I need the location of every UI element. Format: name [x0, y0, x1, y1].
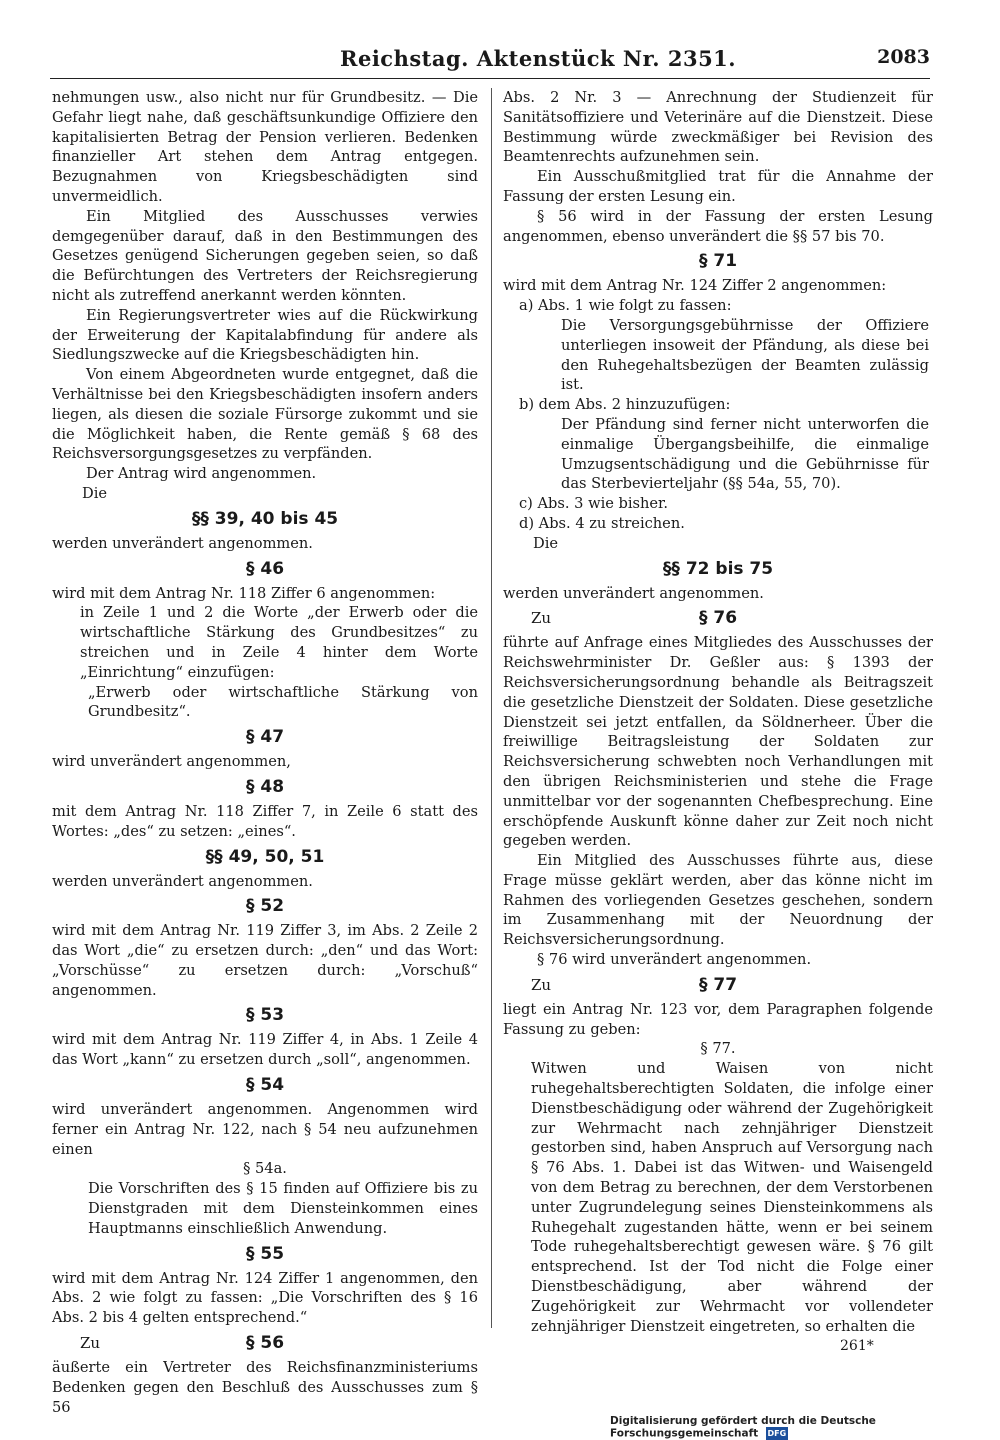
paragraph: Ein Ausschußmitglied trat für die Annahme der Fassung der ersten Lesung ein. — [503, 168, 933, 205]
section-heading-row — [503, 974, 933, 997]
subsection-heading: § 77. — [700, 1040, 736, 1058]
paragraph: Von einem Abgeordneten wurde entgegnet, daß die Verhältnisse bei den Kriegsbeschädigten insofern anders liegen, als diesen die soziale Fürsorge zukommt und sie die Möglichkeit haben, die Rente gemäß § 68 des Reichsversorgungsgesetzes zu verpfänden. — [52, 366, 478, 463]
section-heading: § 55 — [245, 1243, 285, 1264]
paragraph: Witwen und Waisen von nicht ruhegehaltsberechtigten Soldaten, die infolge einer Dienstbeschädigung oder während der Zugehörigkeit zur Wehrmacht nach zehnjähriger Dienstzeit gestorben sind, haben Anspruch auf Versorgung nach § 76 Abs. 1. Dabei ist das Witwen- und Waisengeld von dem Betrag zu berechnen, der dem Verstorbenen unter Zugrundelegung seines Diensteinkommens als Ruhegehalt zugestanden hätte, wenn er bei seinem Tode ruhegehaltsberechtigt gewesen wäre. § 76 gilt entsprechend. Ist der Tod nicht die Folge einer Dienstbeschädigung, aber während der Zugehörigkeit zur Wehrmacht vor vollendeter zehnjähriger Dienstzeit eingetreten, so erhalten die — [531, 1060, 933, 1335]
paragraph: § 76 wird unverändert angenommen. — [537, 951, 812, 969]
list-item: a) Abs. 1 wie folgt zu fassen: — [519, 297, 732, 315]
paragraph: wird mit dem Antrag Nr. 118 Ziffer 6 angenommen: — [52, 584, 436, 602]
paragraph: führte auf Anfrage eines Mitgliedes des Ausschusses der Reichswehrminister Dr. Geßler aus: § 1393 der Reichsversicherungsordnung behandle als Beitragszeit die gesetzliche Dienstzeit der Soldaten. Diese gesetzliche Dienstzeit sei jetzt entfallen, da Söldnerheer. Über die freiwillige Beitragsleistung der Soldaten zur Reichsversicherung schwebten noch Verhandlungen mit den übrigen Reichsministerien und stehe die Frage unmittelbar vor der sogenannten Chefbesprechung. Eine erschöpfende Auskunft könne daher zur Zeit noch nicht gegeben werden. — [503, 634, 933, 850]
page-number: 2083 — [877, 46, 930, 68]
section-heading: § 52 — [245, 896, 285, 917]
dfg-logo-icon: DFG — [767, 1429, 787, 1438]
subsection-heading: § 54a. — [243, 1160, 287, 1178]
left-column — [52, 88, 478, 1417]
paragraph: Der Antrag wird angenommen. — [86, 465, 317, 483]
paragraph: wird unverändert angenommen, — [52, 753, 291, 771]
credit-text: Digitalisierung gefördert durch die Deutsche Forschungsgemeinschaft — [610, 1415, 876, 1440]
paragraph: § 56 wird in der Fassung der ersten Lesung angenommen, ebenso unverändert die §§ 57 bis 70. — [503, 207, 933, 245]
list-item: b) dem Abs. 2 hinzuzufügen: — [519, 396, 731, 414]
paragraph: „Erwerb oder wirtschaftliche Stärkung von Grundbesitz“. — [88, 683, 478, 721]
column-divider — [491, 88, 492, 1328]
paragraph: nehmungen usw., also nicht nur für Grundbesitz. — Die Gefahr liegt nahe, daß geschäftsunkundige Offiziere den kapitalisierten Betrag der Pension verlieren. Bedenken finanzieller Art stehen dem Antrag entgegen. Bezugnahmen von Kriegsbeschädigten sind unvermeidlich. — [52, 89, 478, 205]
section-heading: § 76 — [698, 608, 738, 629]
section-heading: § 77 — [698, 974, 738, 995]
paragraph: Der Pfändung sind ferner nicht unterworfen die einmalige Übergangsbeihilfe, die einmalige Umzugsentschädigung und die Gebührnisse für das Sterbevierteljahr (§§ 54a, 55, 70). — [561, 415, 929, 493]
zu-label: Zu — [531, 609, 552, 628]
paragraph: Ein Regierungsvertreter wies auf die Rückwirkung der Erweiterung der Kapitalabfindung für andere als Siedlungszwecke auf die Kriegsbeschädigten hin. — [52, 306, 478, 364]
page-header — [50, 44, 930, 79]
section-heading: § 48 — [245, 776, 285, 797]
section-heading: §§ 72 bis 75 — [662, 558, 774, 579]
paragraph: Die Vorschriften des § 15 finden auf Offiziere bis zu Dienstgraden mit dem Diensteinkommen eines Hauptmanns einschließlich Anwendung. — [88, 1180, 478, 1237]
paragraph: werden unverändert angenommen. — [52, 534, 313, 552]
paragraph: wird mit dem Antrag Nr. 124 Ziffer 1 angenommen, den Abs. 2 wie folgt zu fassen: „Die Vorschriften des § 16 Abs. 2 bis 4 gelten entsprechend.“ — [52, 1269, 478, 1327]
zu-label: Zu — [531, 975, 552, 994]
paragraph: Ein Mitglied des Ausschusses führte aus, diese Frage müsse geklärt werden, aber das könne nicht im Rahmen des vorliegenden Gesetzes geschehen, sondern im Zusammenhang mit der Neuordnung der Reichsversicherungsordnung. — [503, 852, 933, 949]
section-heading: §§ 49, 50, 51 — [205, 846, 325, 867]
section-heading: §§ 39, 40 bis 45 — [191, 508, 339, 529]
section-heading-row — [503, 607, 933, 630]
right-column — [503, 88, 933, 1336]
zu-label: Zu — [80, 1334, 101, 1353]
paragraph: Die Versorgungsgebührnisse der Offiziere unterliegen insoweit der Pfändung, als diese bei den Ruhegehaltsbezügen der Beamten zulässig ist. — [561, 316, 929, 394]
paragraph: Abs. 2 Nr. 3 — Anrechnung der Studienzeit für Sanitätsoffiziere und Veterinäre auf die Dienstzeit. Diese Bestimmung würde zweckmäßiger bei Revision des Beamtenrechts aufzunehmen sein. — [503, 89, 933, 166]
paragraph: werden unverändert angenommen. — [503, 584, 764, 602]
section-heading: § 71 — [698, 251, 738, 272]
paragraph: äußerte ein Vertreter des Reichsfinanzministeriums Bedenken gegen den Beschluß des Ausschusses zum § 56 — [52, 1359, 478, 1416]
paragraph: in Zeile 1 und 2 die Worte „der Erwerb oder die wirtschaftliche Stärkung des Grundbesitzes“ zu streichen und in Zeile 4 hinter dem Worte „Einrichtung“ einzufügen: — [80, 604, 478, 681]
section-heading: § 56 — [245, 1333, 285, 1354]
section-heading: § 53 — [245, 1005, 285, 1026]
paragraph: Ein Mitglied des Ausschusses verwies demgegenüber darauf, daß in den Bestimmungen des Gesetzes genügend Sicherungen gegeben seien, so daß die Befürchtungen des Vertreters der Reichsregierung nicht als zutreffend anerkannt werden könnten. — [52, 207, 478, 304]
section-heading: § 47 — [245, 727, 285, 748]
paragraph: wird mit dem Antrag Nr. 119 Ziffer 4, in Abs. 1 Zeile 4 das Wort „kann“ zu ersetzen durch „soll“, angenommen. — [52, 1031, 478, 1069]
section-heading: § 46 — [245, 558, 285, 579]
signature-mark: 261* — [840, 1338, 874, 1354]
section-heading: § 54 — [245, 1075, 285, 1096]
paragraph: wird unverändert angenommen. Angenommen wird ferner ein Antrag Nr. 122, nach § 54 neu aufzunehmen einen — [52, 1101, 478, 1158]
paragraph: Die — [82, 484, 108, 502]
header-title: Reichstag. Aktenstück Nr. 2351. — [340, 46, 737, 71]
paragraph: liegt ein Antrag Nr. 123 vor, dem Paragraphen folgende Fassung zu geben: — [503, 1000, 933, 1038]
paragraph: werden unverändert angenommen. — [52, 872, 313, 890]
paragraph: Die — [533, 534, 559, 552]
digitization-credit — [610, 1415, 1000, 1440]
paragraph: mit dem Antrag Nr. 118 Ziffer 7, in Zeile 6 statt des Wortes: „des“ zu setzen: „eines“. — [52, 802, 478, 840]
list-item: c) Abs. 3 wie bisher. — [519, 495, 669, 513]
paragraph: wird mit dem Antrag Nr. 119 Ziffer 3, im Abs. 2 Zeile 2 das Wort „die“ zu ersetzen durch: „den“ und das Wort: „Vorschüsse“ zu ersetzen durch: „Vorschuß“ angenommen. — [52, 922, 478, 999]
section-heading-row — [52, 1332, 478, 1355]
paragraph: wird mit dem Antrag Nr. 124 Ziffer 2 angenommen: — [503, 277, 887, 295]
list-item: d) Abs. 4 zu streichen. — [519, 514, 685, 532]
